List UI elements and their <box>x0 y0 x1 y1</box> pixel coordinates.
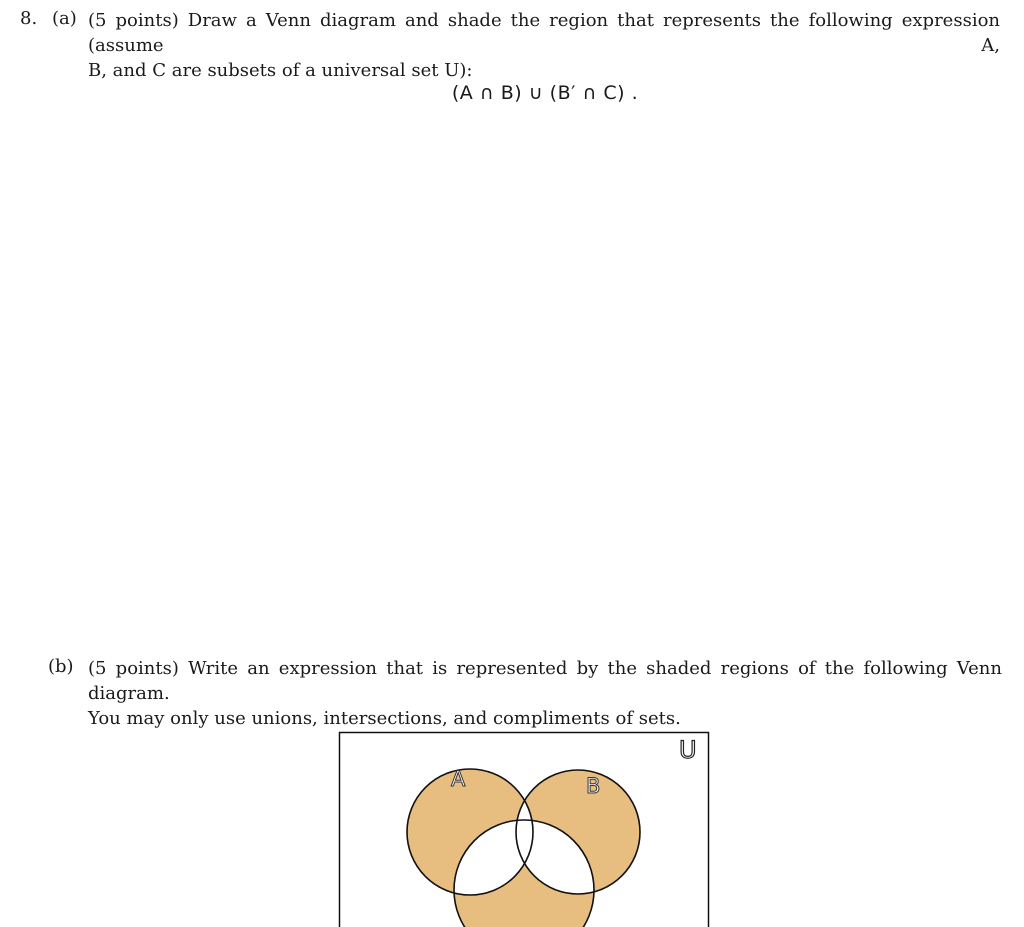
part-b-line-2: You may only use unions, intersections, and compliments of sets. <box>88 708 681 729</box>
part-a-label: (a) <box>52 8 77 29</box>
set-label-a: A <box>451 767 466 791</box>
universe-label: U <box>679 736 697 764</box>
set-label-b: B <box>586 774 601 798</box>
set-expression: (A ∩ B) ∪ (B′ ∩ C) . <box>451 82 639 104</box>
part-b-label: (b) <box>48 656 74 677</box>
part-a-line-2: B, and C are subsets of a universal set U): <box>88 60 473 81</box>
part-a-line-1: (5 points) Draw a Venn diagram and shade the region that represents the following expression (assume A, <box>88 10 1000 56</box>
question-number: 8. <box>20 8 38 29</box>
part-b-line-1: (5 points) Write an expression that is represented by the shaded regions of the following Venn diagram. <box>88 658 1002 704</box>
